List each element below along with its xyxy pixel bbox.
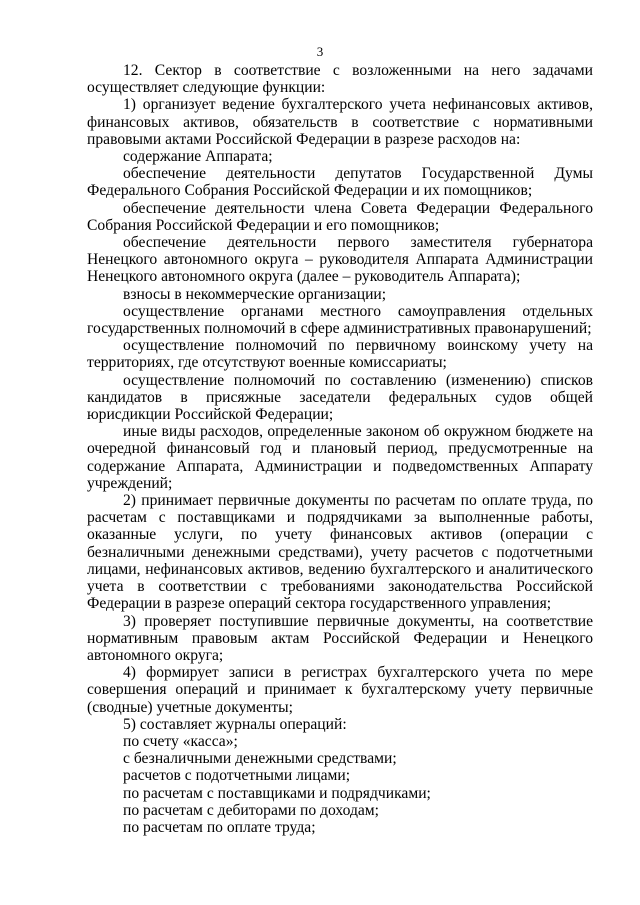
list-item: обеспечение деятельности члена Совета Федерации Федерального Собрания Российской Федерации и его помощников; bbox=[87, 199, 593, 234]
list-item: взносы в некоммерческие организации; bbox=[123, 285, 387, 303]
list-item: обеспечение деятельности депутатов Государственной Думы Федерального Собрания Российской Федерации и их помощников; bbox=[87, 165, 593, 200]
list-item: содержание Аппарата; bbox=[123, 148, 273, 166]
list-item: по расчетам с поставщиками и подрядчиками; bbox=[123, 784, 431, 802]
list-item: иные виды расходов, определенные законом об окружном бюджете на очередной финансовый год и плановый период, предусмотренные на содержание Аппарата, Администрации и подведомственных Аппарату учреждений; bbox=[87, 423, 593, 492]
list-item: по расчетам по оплате труда; bbox=[123, 818, 316, 836]
paragraph-function-4: 4) формирует записи в регистрах бухгалтерского учета по мере совершения операций и принимает к бухгалтерскому учету первичные (сводные) учетные документы; bbox=[87, 664, 593, 716]
paragraph-function-5: 5) составляет журналы операций: bbox=[123, 715, 347, 733]
document-body bbox=[87, 62, 593, 836]
list-item: осуществление органами местного самоуправления отдельных государственных полномочий в сфере административных правонарушений; bbox=[87, 302, 593, 338]
list-item: по расчетам с дебиторами по доходам; bbox=[123, 801, 380, 819]
paragraph-section-12: 12. Сектор в соответствие с возложенными на него задачами осуществляет следующие функции: bbox=[87, 62, 593, 97]
list-item: расчетов с подотчетными лицами; bbox=[123, 767, 351, 785]
list-item: по счету «касса»; bbox=[123, 732, 238, 750]
list-item: с безналичными денежными средствами; bbox=[123, 750, 397, 768]
paragraph-function-1: 1) организует ведение бухгалтерского учета нефинансовых активов, финансовых активов, обязательств в соответствие с нормативными правовыми актами Российской Федерации в разрезе расходов на: bbox=[87, 96, 593, 148]
list-item: осуществление полномочий по первичному воинскому учету на территориях, где отсутствуют военные комиссариаты; bbox=[87, 337, 593, 372]
page-number: 3 bbox=[316, 44, 324, 59]
paragraph-function-3: 3) проверяет поступившие первичные документы, на соответствие нормативным правовым актам Российской Федерации и Ненецкого автономного округа; bbox=[87, 612, 593, 664]
list-item: осуществление полномочий по составлению (изменению) списков кандидатов в присяжные заседатели федеральных судов общей юрисдикции Российской Федерации; bbox=[87, 371, 593, 424]
paragraph-function-2: 2) принимает первичные документы по расчетам по оплате труда, по расчетам с поставщиками и подрядчиками за выполненные работы, оказанные услуги, по учету финансовых активов (операции с безналичными денежными средствами), учету расчетов с подотчетными лицами, нефинансовых активов, ведению бухгалтерского и аналитического учета в соответствии с требованиями законодательства Российской Федерации в разрезе операций сектора государственного управления; bbox=[87, 492, 593, 613]
list-item: обеспечение деятельности первого заместителя губернатора Ненецкого автономного округа – руководителя Аппарата Администрации Ненецкого автономного округа (далее – руководитель Аппарата); bbox=[87, 234, 593, 286]
